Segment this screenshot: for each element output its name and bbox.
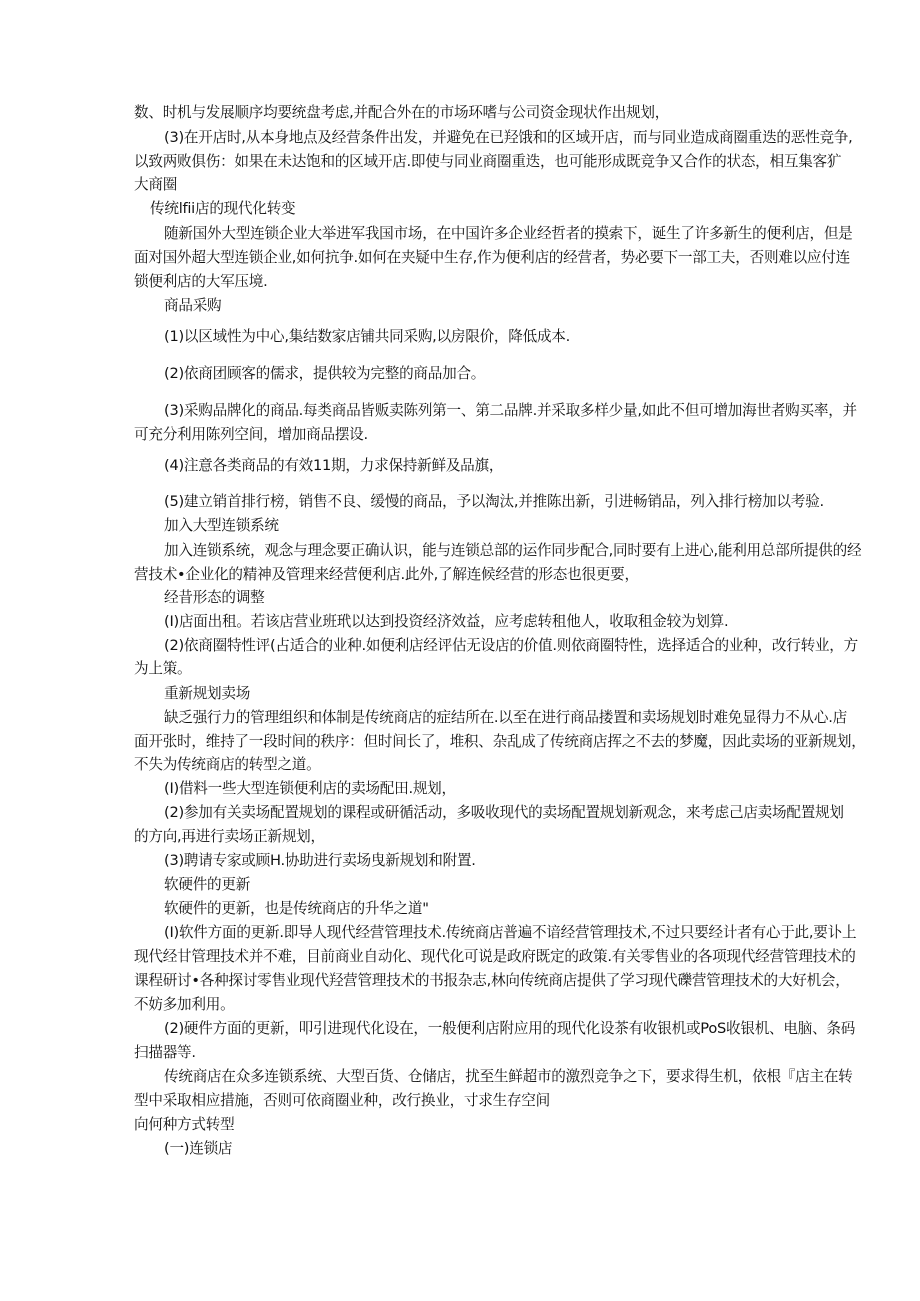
text-line: (3)在开店时,从本身地点及经营条件出发，并避免在已羟饿和的区域开店，而与同业造成商圈重迭的恶性竞争,: [164, 129, 853, 146]
text-line: 不失为传统商店的转型之道。: [134, 756, 321, 773]
list-item: (2)依商团顾客的儒求，提供较为完整的商品加合。: [164, 365, 486, 382]
text-line: 的方向,再进行卖场正新规划，: [134, 828, 325, 845]
text-line: 加入连锁系统，观念与理念要正确认识，能与连锁总部的运作同步配合,同时要有上进心,能利用总部所提供的经: [164, 542, 862, 559]
text-line: 数、时机与发展顺序均要统盘考虑,并配合外在的市场环嗜与公司资金现状作出规划，: [134, 104, 670, 121]
list-item: (I)借料一些大型连锁便利店的卖场配田.规划，: [164, 780, 456, 797]
section-heading: 传统lfii店的现代化转变: [150, 200, 296, 217]
text-line: 传统商店在众多连锁系统、大型百货、仓储店，扰至生鲜超市的激烈竞争之下，要求得生机，依根『店主在转: [164, 1068, 853, 1085]
text-line: 缺乏强行力的管理组织和体制是传统商店的症结所在.以至在进行商品搂置和卖场规划时难免显得力不从心.店: [164, 709, 847, 726]
list-item: (4)注意各类商品的有效11期，力求保持新鲜及品旗，: [164, 457, 504, 474]
text-line: 面开张时，维持了一段时间的秩序：但时间长了，堆积、杂乱成了传统商店挥之不去的梦魔，因此卖场的亚新规划，: [134, 733, 866, 750]
list-item: (5)建立销首排行榜，销售不良、缓慢的商品，予以淘汰,并推陈出新，引进畅销品，列入排行榜加以考验.: [164, 493, 824, 510]
section-heading: 经昔形态的调整: [164, 589, 265, 606]
text-line: 以致两败俱伤：如果在未达饱和的区域开店.即使与同业商圈重迭，也可能形成既竞争又合作的状态，相互集客犷: [134, 153, 842, 170]
text-line: 为上策。: [134, 660, 192, 677]
text-line: 扫描器等.: [134, 1044, 196, 1061]
text-line: 随新国外大型连锁企业大举进军我国市场，在中国许多企业经哲者的摸索下，诞生了许多新生的便利店，但是: [164, 225, 853, 242]
text-line: 营技术•企业化的精神及管理来经营便利店.此外,了解连候经营的形态也很更要，: [134, 566, 639, 583]
list-item: (1)以区域性为中心,集结数家店铺共同采购,以房限价，降低成本.: [164, 328, 571, 345]
text-line: 型中采取相应措施，否则可依商圈业种，改行换业，寸求生存空间: [134, 1092, 550, 1109]
list-item: (2)硬件方面的更新，叩引进现代化设在，一般便利店附应用的现代化设茶有收银机或PoS收银机、电脑、条码: [164, 1020, 856, 1037]
text-line: 面对国外超大型连锁企业,如何抗争.如何在夹疑中生存,作为便利店的经营者，势必要下一部工夫，否则难以应付连: [134, 249, 851, 266]
section-heading: 重新规划卖场: [164, 685, 251, 702]
text-line: 大商圈: [134, 176, 178, 193]
section-heading: 商品采购: [164, 297, 222, 314]
list-item: (I)店面出租。若该店营业班玳以达到投资经济效益，应考虑转租他人，收取租金较为划算.: [164, 613, 729, 630]
section-heading: 向何种方式转型: [134, 1116, 235, 1133]
text-line: 现代经甘管理技术并不难，目前商业自动化、现代化可说是政府既定的政策.有关零售业的各项现代经营管理技术的: [134, 948, 856, 965]
text-line: 不妨多加利用。: [134, 996, 235, 1013]
section-heading: (一)连锁店: [164, 1140, 233, 1157]
section-heading: 加入大型连锁系统: [164, 517, 279, 534]
list-item: (2)依商圈特性评(占适合的业种.如便利店经评估无设店的价值.则依商圈特性，选择适合的业种，改行转业，方: [164, 637, 858, 654]
list-item: (2)参加有关卖场配置规划的课程或研循活动，多吸收现代的卖场配置规划新观念，来考虑己店卖场配置规划: [164, 804, 844, 821]
section-heading: 软硬件的更新: [164, 876, 251, 893]
text-line: 软硬件的更新，也是传统商店的升华之道": [164, 900, 429, 917]
text-line: 可充分利用陈列空间，增加商品摆设.: [134, 426, 368, 443]
text-line: 课程研讨•各种探讨零售业现代羟营管理技术的书报杂志,林向传统商店提供了学习现代礫营管理技术的大好机会，: [134, 972, 850, 989]
list-item: (I)软件方面的更新.即导人现代经营管理技术.传统商店普遍不谙经营管理技术,不过只要经计者有心于此,要讣上: [164, 924, 857, 941]
text-line: 锁便利店的大军压境.: [134, 273, 268, 290]
list-item: (3)采购品牌化的商品.每类商品皆贩卖陈列第一、第二品牌.并采取多样少量,如此不但可增加海世者购买率，并: [164, 402, 857, 419]
list-item: (3)聘请专家或顾H.协助进行卖场曳新规划和附置.: [164, 852, 476, 869]
